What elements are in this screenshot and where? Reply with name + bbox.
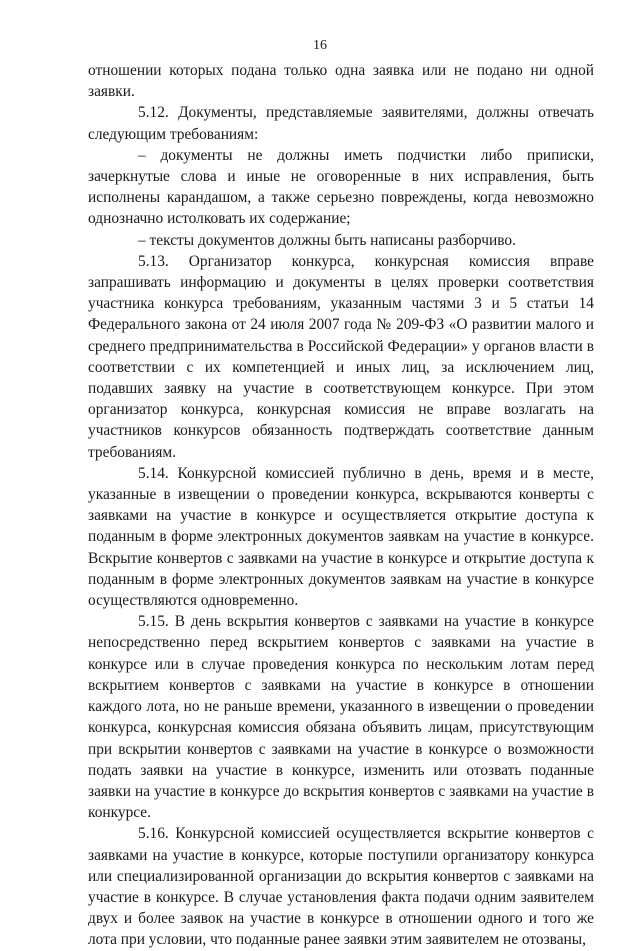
paragraph-requirement-corrections: – документы не должны иметь подчистки либо приписки, зачеркнутые слова и иные не оговоренные в них исправления, быть исполнены карандашом, а также серьезно повреждены, когда невозможно однозначно истолковать их содержание; [88, 146, 594, 228]
paragraph-5-13: 5.13. Организатор конкурса, конкурсная комиссия вправе запрашивать информацию и документы в целях проверки соответствия участника конкурса требованиям, указанным частями 3 и 5 статьи 14 Федерального закона от 24 июля 2007 года № 209-ФЗ «О развитии малого и среднего предпринимательства в Российской Федерации» у органов власти в соответствии с их компетенцией и иных лиц, за исключением лиц, подавших заявку на участие в соответствующем конкурсе. При этом организатор конкурса, конкурсная комиссия не вправе возлагать на участников конкурсов обязанность подтверждать соответствие данным требованиям. [88, 252, 594, 461]
paragraph-continuation: отношении которых подана только одна заявка или не подано ни одной заявки. [88, 62, 594, 101]
paragraph-5-15: 5.15. В день вскрытия конвертов с заявками на участие в конкурсе непосредственно перед вскрытием конвертов с заявками на участие в конкурсе или в случае проведения конкурса по нескольким лотам перед вскрытием конвертов с заявками на участие в конкурсе в отношении каждого лота, но не раньше времени, указанного в извещении о проведении конкурса, конкурсная комиссия обязана объявить лицам, присутствующим при вскрытии конвертов с заявками на участие в конкурсе о возможности подать заявки на участие в конкурсе, изменить или отозвать поданные заявки на участие в конкурсе до вскрытия конвертов с заявками на участие в конкурсе. [88, 613, 594, 822]
paragraph-requirement-legibility: – тексты документов должны быть написаны разборчиво. [138, 231, 516, 249]
paragraph-5-12: 5.12. Документы, представляемые заявителями, должны отвечать следующим требованиям: [88, 104, 594, 143]
page-number: 16 [313, 38, 327, 53]
paragraph-5-16: 5.16. Конкурсной комиссией осуществляется вскрытие конвертов с заявками на участие в конкурсе, которые поступили организатору конкурса или специализированной организации до вскрытия конвертов с заявками на участие в конкурсе. В случае установления факта подачи одним заявителем двух и более заявок на участие в конкурсе в отношении одного и того же лота при условии, что поданные ранее заявки этим заявителем не отозваны, [88, 825, 594, 949]
paragraph-5-14: 5.14. Конкурсной комиссией публично в день, время и в месте, указанные в извещении о проведении конкурса, вскрываются конверты с заявками на участие в конкурсе и осуществляется открытие доступа к поданным в форме электронных документов заявкам на участие в конкурсе. Вскрытие конвертов с заявками на участие в конкурсе и открытие доступа к поданным в форме электронных документов заявкам на участие в конкурсе осуществляются одновременно. [88, 464, 594, 610]
document-body [88, 60, 594, 951]
